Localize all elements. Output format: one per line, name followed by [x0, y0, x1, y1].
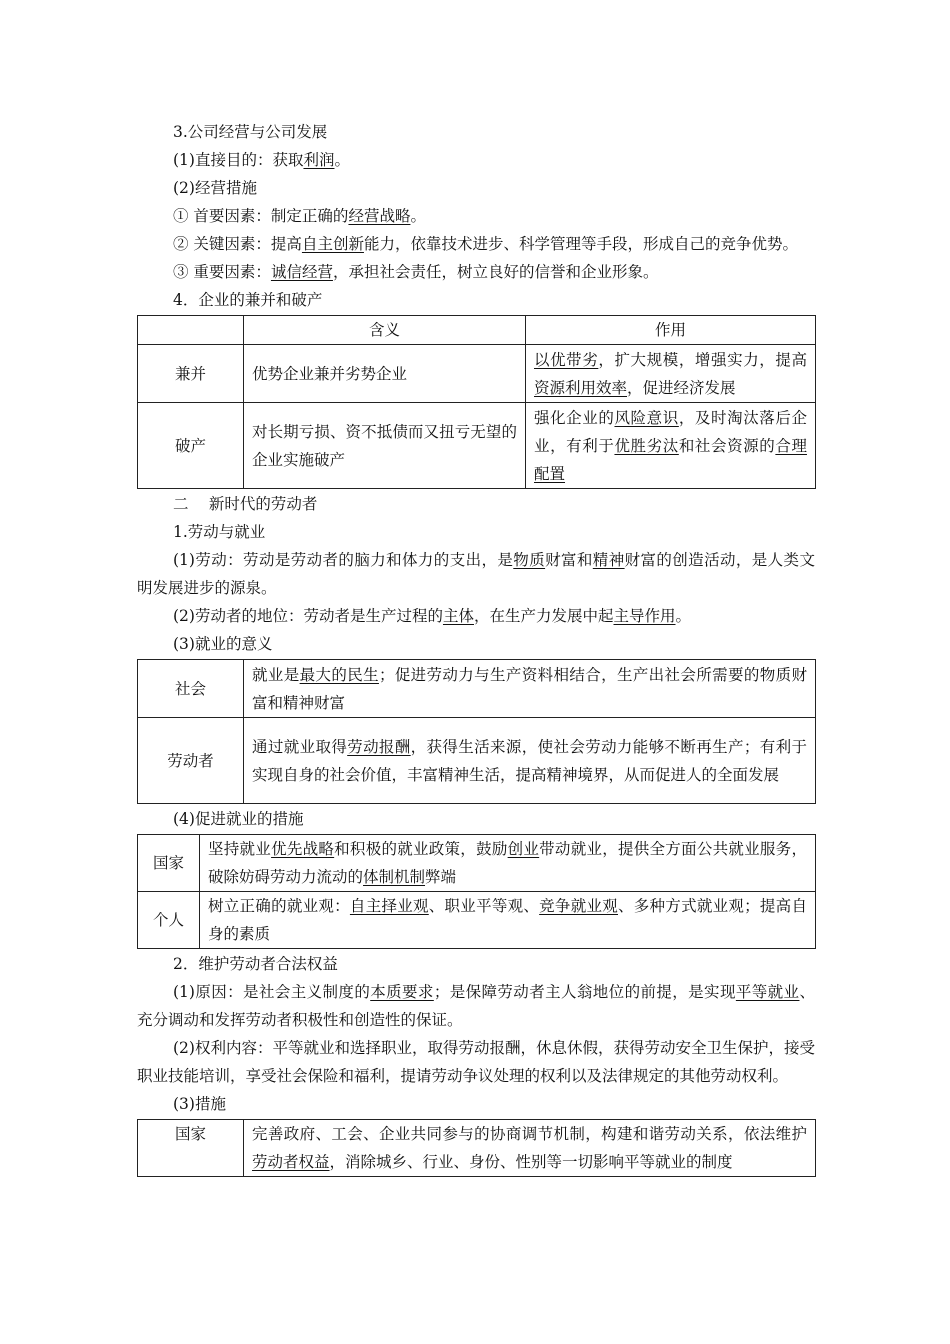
key-term: 经营战略: [348, 207, 411, 225]
row-label: 兼并: [138, 345, 244, 403]
table-cell: 坚持就业优先战略和积极的就业政策，鼓励创业带动就业，提供全方面公共就业服务，破除妨碍劳动力流动的体制机制弊端: [200, 835, 816, 892]
table-header: 含义: [244, 316, 526, 345]
table-header: 作用: [526, 316, 816, 345]
table-row: [138, 660, 816, 718]
table-cell: 对长期亏损、资不抵债而又扭亏无望的企业实施破产: [244, 403, 526, 489]
section-title: 3.公司经营与公司发展: [173, 123, 328, 141]
row-label: 个人: [138, 892, 200, 949]
table-row: [138, 345, 816, 403]
paragraph: ② 关键因素：提高自主创新能力，依靠技术进步、科学管理等手段，形成自己的竞争优势。: [173, 235, 798, 253]
part-title: 二 新时代的劳动者: [173, 495, 318, 513]
table-cell: 优势企业兼并劣势企业: [244, 345, 526, 403]
table-header-row: [138, 316, 816, 345]
table-row: [138, 835, 816, 892]
paragraph: (1)劳动：劳动是劳动者的脑力和体力的支出，是物质财富和精神财富的创造活动，是人类文明发展进步的源泉。: [137, 551, 815, 597]
paragraph: (1)直接目的：获取利润。: [173, 151, 350, 169]
paragraph: ① 首要因素：制定正确的经营战略。: [173, 207, 426, 225]
paragraph: (1)原因：是社会主义制度的本质要求；是保障劳动者主人翁地位的前提，是实现平等就业、充分调动和发挥劳动者积极性和创造性的保证。: [137, 983, 815, 1029]
table-cell: 完善政府、工会、企业共同参与的协商调节机制，构建和谐劳动关系，依法维护劳动者权益，消除城乡、行业、身份、性别等一切影响平等就业的制度: [244, 1120, 816, 1177]
table-cell: 通过就业取得劳动报酬，获得生活来源，使社会劳动力能够不断再生产；有利于实现自身的社会价值，丰富精神生活，提高精神境界，从而促进人的全面发展: [244, 718, 816, 804]
employment-measures-table: [137, 834, 816, 949]
section-title: 1.劳动与就业: [173, 523, 266, 541]
paragraph: (3)措施: [173, 1095, 226, 1113]
paragraph: (3)就业的意义: [173, 635, 273, 653]
paragraph: (4)促进就业的措施: [173, 810, 304, 828]
section-title: 4．企业的兼并和破产: [173, 291, 323, 309]
section-title: 2．维护劳动者合法权益: [173, 955, 338, 973]
table-cell: 强化企业的风险意识，及时淘汰落后企业，有利于优胜劣汰和社会资源的合理配置: [526, 403, 816, 489]
rights-measures-table: [137, 1119, 816, 1177]
table-cell: 树立正确的就业观：自主择业观、职业平等观、竞争就业观、多种方式就业观；提高自身的素质: [200, 892, 816, 949]
key-term: 自主创新: [301, 235, 364, 253]
table-cell: 以优带劣，扩大规模，增强实力，提高资源利用效率，促进经济发展: [526, 345, 816, 403]
paragraph: (2)经营措施: [173, 179, 257, 197]
row-label: 劳动者: [138, 718, 244, 804]
row-label: 社会: [138, 660, 244, 718]
paragraph: ③ 重要因素：诚信经营，承担社会责任，树立良好的信誉和企业形象。: [173, 263, 659, 281]
paragraph: (2)权利内容：平等就业和选择职业，取得劳动报酬，休息休假，获得劳动安全卫生保护，接受职业技能培训，享受社会保险和福利，提请劳动争议处理的权利以及法律规定的其他劳动权利。: [137, 1039, 815, 1085]
document-page: [137, 118, 815, 1178]
table-row: [138, 892, 816, 949]
table-row: [138, 403, 816, 489]
row-label: 国家: [138, 1120, 244, 1177]
employment-significance-table: [137, 659, 816, 804]
row-label: 破产: [138, 403, 244, 489]
table-row: [138, 718, 816, 804]
table-row: [138, 1120, 816, 1177]
key-term: 利润: [303, 151, 335, 169]
key-term: 诚信经营: [270, 263, 333, 281]
table-cell: 就业是最大的民生；促进劳动力与生产资料相结合，生产出社会所需要的物质财富和精神财富: [244, 660, 816, 718]
row-label: 国家: [138, 835, 200, 892]
paragraph: (2)劳动者的地位：劳动者是生产过程的主体，在生产力发展中起主导作用。: [173, 607, 692, 625]
merger-bankruptcy-table: [137, 315, 816, 489]
